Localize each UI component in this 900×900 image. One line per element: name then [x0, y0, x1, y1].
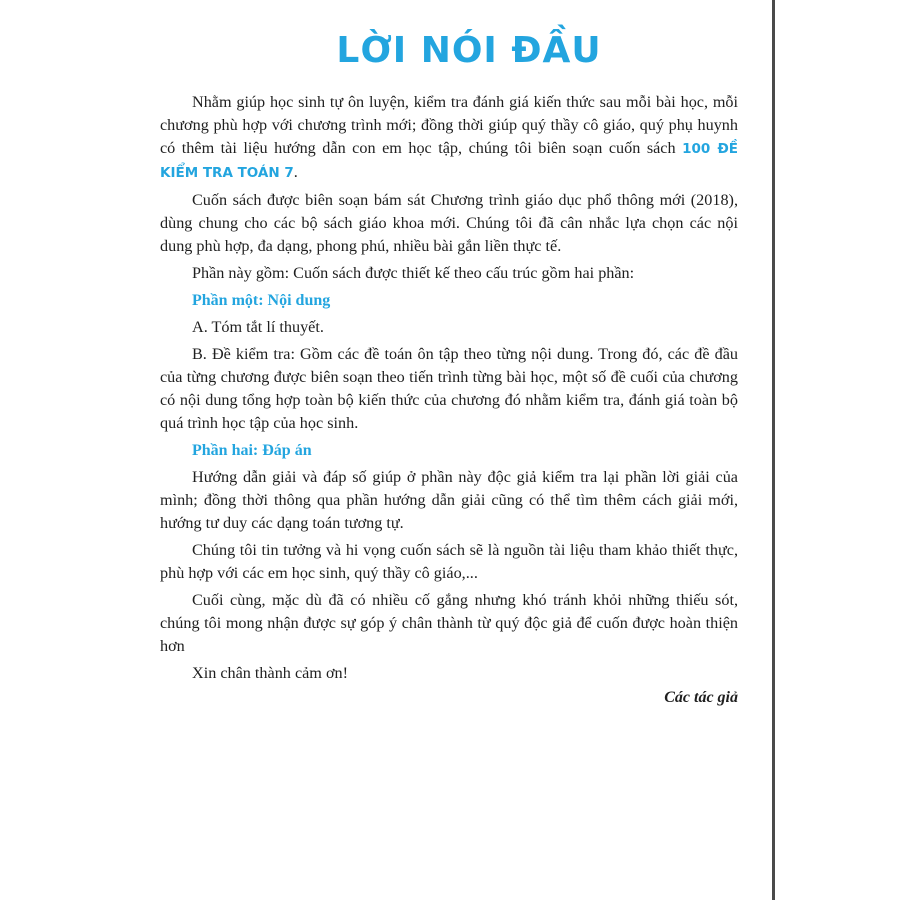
intro-end: . [293, 163, 298, 181]
part-one-heading: Phần một: Nội dung [192, 292, 331, 309]
page-margin [775, 0, 900, 900]
final-paragraph: Cuối cùng, mặc dù đã có nhiều cố gắng nhưng khó tránh khỏi những thiếu sót, chúng tôi mong nhận được sự góp ý chân thành từ quý độc giả để cuốn được hoàn thiện hơn [160, 591, 738, 655]
part-one-item-b: B. Đề kiểm tra: Gồm các đề toán ôn tập theo từng nội dung. Trong đó, các đề đầu của từng chương được biên soạn theo tiến trình từng bài học, một số đề cuối của chương có nội dung tổng hợp toàn bộ kiến thức của chương đó nhằm kiểm tra, đánh giá toàn bộ quá trình học tập của học sinh. [160, 345, 738, 432]
thanks-line: Xin chân thành cảm ơn! [192, 664, 348, 682]
preface-page [160, 30, 738, 723]
part-one-item-a: A. Tóm tắt lí thuyết. [192, 318, 324, 336]
part-two-text: Hướng dẫn giải và đáp số giúp ở phần này độc giả kiểm tra lại phần lời giải của mình; đồng thời thông qua phần hướng dẫn giải cũng có thể tìm thêm cách giải mới, hướng tư duy các dạng toán tương tự. [160, 468, 738, 532]
intro-text: Nhằm giúp học sinh tự ôn luyện, kiểm tra đánh giá kiến thức sau mỗi bài học, mỗi chương phù hợp với chương trình mới; đồng thời giúp quý thầy cô giáo, quý phụ huynh có thêm tài liệu hướng dẫn con em học tập, chúng tôi biên soạn cuốn sách [160, 93, 738, 157]
signature: Các tác giả [664, 689, 738, 706]
book-name: 100 ĐỀ KIỂM TRA TOÁN 7 [160, 141, 738, 181]
intro-paragraph [160, 91, 738, 185]
curriculum-paragraph: Cuốn sách được biên soạn bám sát Chương trình giáo dục phổ thông mới (2018), dùng chung cho các bộ sách giáo khoa mới. Chúng tôi đã cân nhắc lựa chọn các nội dung phù hợp, đa dạng, phong phú, nhiều bài gắn liền thực tế. [160, 191, 738, 255]
part-two-heading: Phần hai: Đáp án [192, 442, 312, 459]
structure-paragraph: Phần này gồm: Cuốn sách được thiết kế theo cấu trúc gồm hai phần: [192, 264, 635, 282]
page-title: LỜI NÓI ĐẦU [336, 30, 602, 71]
hope-paragraph: Chúng tôi tin tưởng và hi vọng cuốn sách sẽ là nguồn tài liệu tham khảo thiết thực, phù hợp với các em học sinh, quý thầy cô giáo,... [160, 541, 738, 582]
